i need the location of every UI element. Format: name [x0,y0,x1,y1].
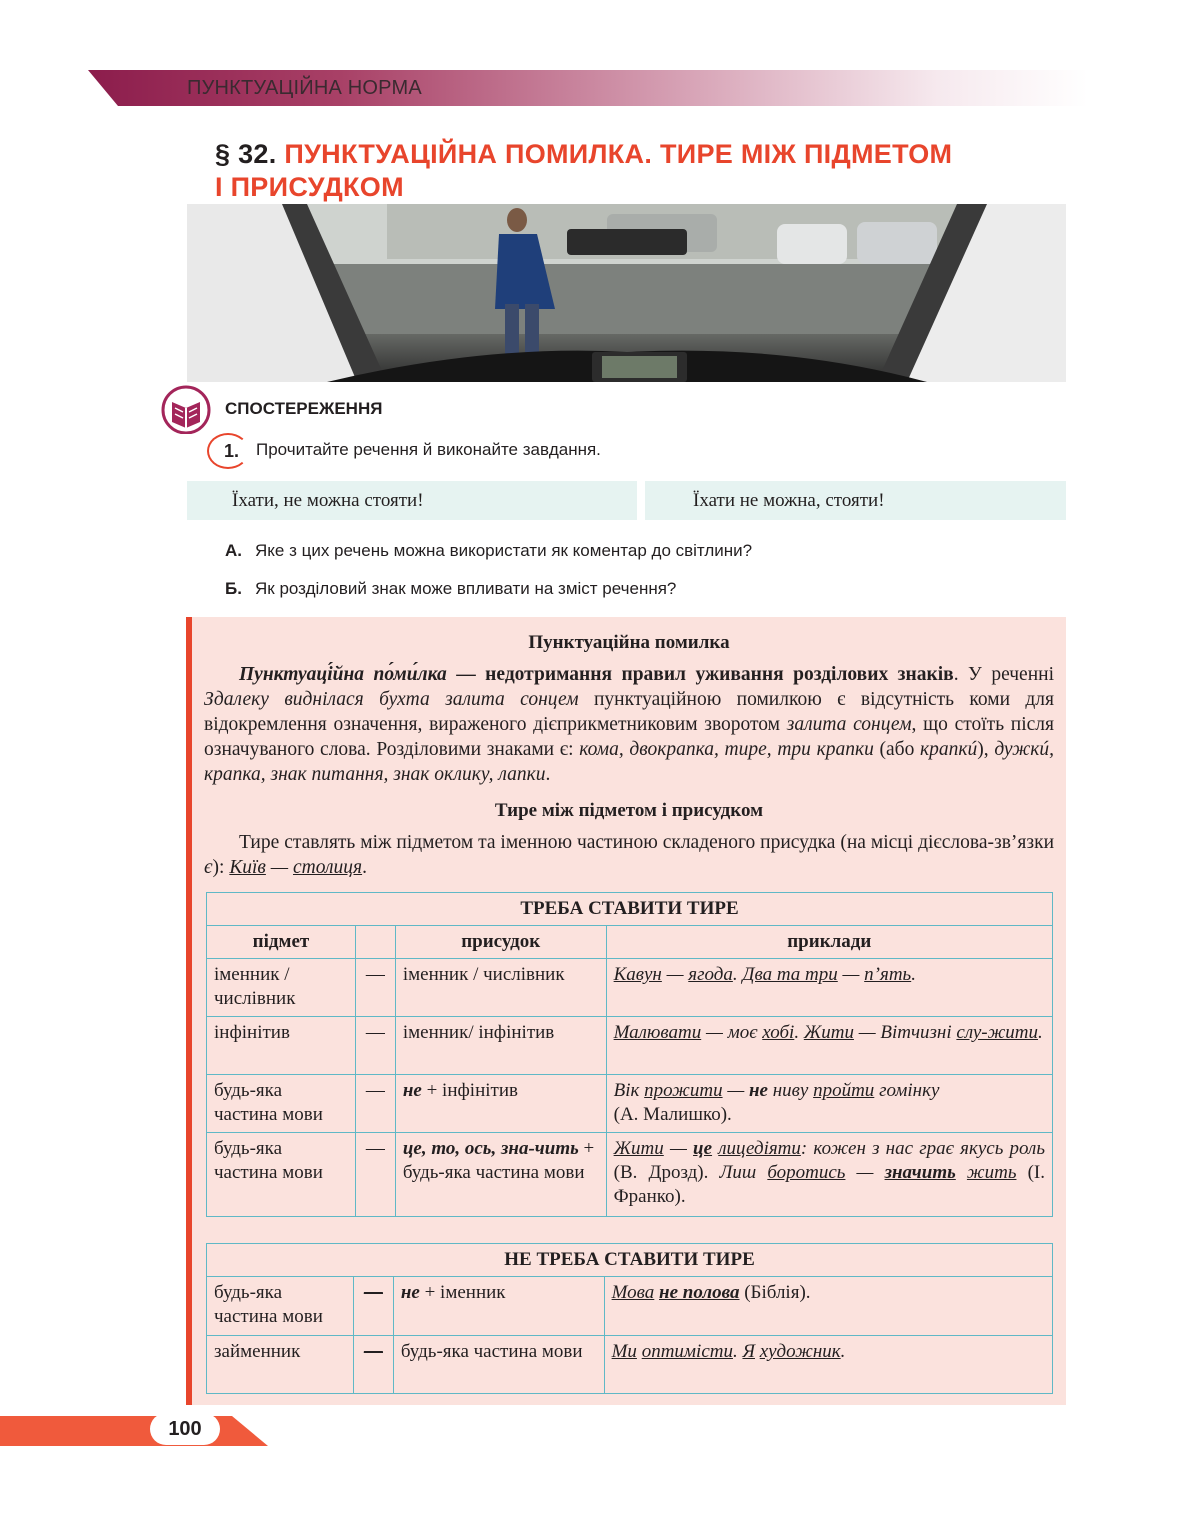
question-b-letter: Б. [225,579,242,598]
ex: гомінку [874,1080,940,1101]
ex: значить [884,1162,956,1183]
ex: Жити [803,1022,854,1043]
cell-examples [606,1075,1052,1133]
cell-subject: будь-яка частина мови [207,1277,354,1336]
ex: Кавун [613,964,662,985]
table-dash-not-needed [206,1243,1053,1394]
section-title-line1: ПУНКТУАЦІЙНА ПОМИЛКА. ТИРЕ МІЖ ПІДМЕТОМ [284,139,953,169]
ex: п’ять [864,964,912,985]
rule-paragraph-1 [204,662,1054,787]
cell-examples [606,1017,1052,1075]
table-row [207,1277,1053,1336]
cell-sign: — [355,1075,395,1133]
ex: — [722,1080,749,1101]
table-dash-needed [206,892,1053,1217]
example: дужкú, крапка, знак питання, знак оклику, лапки [204,739,1054,785]
table-row [207,1336,1053,1394]
example: кома, двокрапка, тире, три крапки [579,739,874,760]
cell-predicate [395,1133,606,1217]
ex: не [748,1080,768,1101]
page-number: 100 [168,1418,202,1440]
cell-subject: будь-яка частина мови [207,1075,356,1133]
book-icon [160,384,216,434]
ex: (Біблія). [739,1282,811,1303]
ex: — [663,1138,694,1159]
cell-subject: будь-яка частина мови [207,1133,356,1217]
ex: Жити [613,1138,664,1159]
text: , що стоїть після означуваного слова. Розділовими знаками є: [204,714,1054,760]
ex: прожити [644,1080,723,1101]
task-number: 1. [224,441,240,461]
cell-sign: — [355,1133,395,1217]
section-number: § 32. [215,139,277,169]
pred-text: + будь-яка частина мови [402,1138,595,1183]
rule-paragraph-2 [204,830,1054,880]
ex: хобі [762,1022,795,1043]
illustration-photo [187,204,1066,382]
table-row [207,959,1053,1017]
cell-examples [606,959,1052,1017]
ex: — [837,964,865,985]
ex: (В. Дрозд). [613,1162,720,1183]
question-a-text: Яке з цих речень можна використати як коментар до світлини? [255,541,753,560]
text: Тире ставлять між підметом та іменною частиною складеного присудка (на місці дієслова-зв’язки [239,832,1054,853]
pred-bold: не [400,1282,420,1303]
ex: Малювати [613,1022,702,1043]
cell-predicate: будь-яка частина мови [393,1336,604,1394]
ex: ягода [688,964,733,985]
section-title-line2: І ПРИСУДКОМ [215,172,404,202]
text: . [362,857,367,878]
ex: (І. Франко). [613,1162,1045,1207]
cell-examples [606,1133,1052,1217]
observation-heading: СПОСТЕРЕЖЕННЯ [225,399,383,418]
sentence-a: Їхати, не можна стояти! [187,481,637,520]
ex: . [911,964,916,985]
ex: це [693,1138,713,1159]
term-definition: — недотримання правил уживання розділових знаків [446,664,954,685]
table-row [207,1075,1053,1133]
text: ): [212,857,230,878]
question-b-text: Як розділовий знак може впливати на зміст речення? [255,579,677,598]
rule-heading-1: Пунктуаційна помилка [528,632,730,653]
ex: . [1038,1022,1043,1043]
ex: — [661,964,689,985]
pred-text: + іменник [419,1282,506,1303]
pred-bold: не [402,1080,422,1101]
ex: оптимісти [641,1341,733,1362]
running-header-title: ПУНКТУАЦІЙНА НОРМА [187,77,422,99]
text: пунктуаційною помилкою є відсутність коми для відокремлення означення, вираженого дієприкметниковим зворотом [204,689,1055,735]
ex: — моє [701,1022,763,1043]
example-subject: Київ [229,857,266,878]
ex: художник [759,1341,841,1362]
pred-text: + інфінітив [421,1080,518,1101]
cell-subject: інфінітив [207,1017,356,1075]
cell-examples [604,1277,1052,1336]
cell-sign: — [355,1017,395,1075]
ex: . [840,1341,846,1362]
column-header-predicate: присудок [395,926,606,959]
ex: : кожен з нас грає якусь роль [800,1138,1045,1159]
term: Пунктуаці́йна по́ми́лка [239,664,447,685]
cell-sign: — [355,959,395,1017]
ex: жить [966,1162,1017,1183]
ex: Мова [611,1282,655,1303]
ex: . [794,1022,804,1043]
cell-predicate: іменник/ інфінітив [395,1017,606,1075]
sentence-b: Їхати не можна, стояти! [645,481,1066,520]
crossed-dash: — [363,1282,383,1303]
ex: Ми [611,1341,637,1362]
ex: ниву [767,1080,814,1101]
ex: боротись [767,1162,846,1183]
table-row [207,1017,1053,1075]
task-instruction: Прочитайте речення й виконайте завдання. [256,440,601,459]
task-number-badge [207,433,249,469]
example-dash: — [265,857,293,878]
ex: Я [742,1341,755,1362]
cell-subject: займенник [207,1336,354,1394]
ex: пройти [813,1080,875,1101]
text: . [545,764,551,785]
ex: не полова [659,1282,740,1303]
pred-bold: це, то, ось, зна-чить [402,1138,579,1159]
crossed-dash: — [363,1341,383,1362]
column-header-examples: приклади [606,926,1052,959]
cell-subject: іменник / числівник [207,959,356,1017]
ex: лицедіяти [718,1138,801,1159]
cell-predicate [393,1277,604,1336]
section-title [215,138,1035,204]
cell-predicate [395,1075,606,1133]
text: . У реченні [953,664,1054,685]
ex: . [732,964,743,985]
ex: — Вітчизні [853,1022,957,1043]
ex-author: (А. Малишко). [613,1104,732,1125]
ex: Лиш [719,1162,768,1183]
table-row [207,1133,1053,1217]
ex: Два та три [742,964,838,985]
question-a-letter: А. [225,541,242,560]
footer-bar [0,1416,268,1446]
rule-heading-2: Тире між підметом і присудком [494,800,764,821]
example: крапкú [920,739,978,760]
example: Здалеку виднілася бухта залита сонцем [204,689,579,710]
cell-sign-crossed [353,1277,393,1336]
column-header-sign [355,926,395,959]
column-header-subject: підмет [207,926,356,959]
example: залита сонцем [786,714,912,735]
ex: слу-жити [956,1022,1039,1043]
table-title: НЕ ТРЕБА СТАВИТИ ТИРЕ [207,1244,1053,1277]
ex [956,1162,967,1183]
table-title: ТРЕБА СТАВИТИ ТИРЕ [207,893,1053,926]
cell-examples [604,1336,1052,1394]
example-predicate: столиця [293,857,363,878]
text: ), [977,739,995,760]
ex: Вік [613,1080,645,1101]
ex: . [732,1341,743,1362]
cell-predicate: іменник / числівник [395,959,606,1017]
text: (або [873,739,921,760]
question-b [225,579,676,599]
example: є [204,857,213,878]
cell-sign-crossed [353,1336,393,1394]
ex: — [845,1162,885,1183]
question-a [225,541,752,561]
